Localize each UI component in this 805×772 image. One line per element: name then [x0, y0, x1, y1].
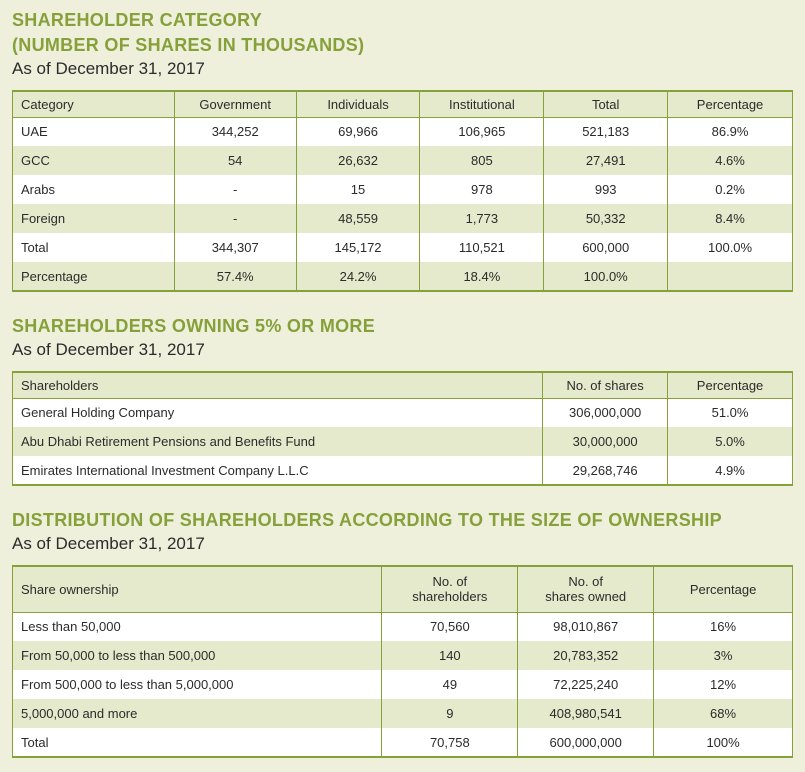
column-header: No. of shareholders	[382, 566, 518, 612]
table-cell: 27,491	[544, 146, 668, 175]
table-cell: 20,783,352	[518, 641, 654, 670]
column-header: Total	[544, 91, 668, 117]
row-label: Abu Dhabi Retirement Pensions and Benefits Fund	[13, 427, 543, 456]
table-cell: 4.9%	[668, 456, 793, 485]
table-cell: 600,000	[544, 233, 668, 262]
column-header: Share ownership	[13, 566, 382, 612]
table-cell: 86.9%	[668, 117, 793, 146]
row-label: Total	[13, 233, 175, 262]
table-cell: 344,307	[174, 233, 296, 262]
table-cell: 57.4%	[174, 262, 296, 291]
table-cell: 68%	[654, 699, 793, 728]
row-label: Total	[13, 728, 382, 757]
table-row	[13, 175, 793, 204]
column-header: No. of shares owned	[518, 566, 654, 612]
table-cell: 72,225,240	[518, 670, 654, 699]
table-cell: 12%	[654, 670, 793, 699]
table-row	[13, 398, 793, 427]
table-cell: 70,560	[382, 612, 518, 641]
section-subtitle: As of December 31, 2017	[12, 59, 205, 78]
table-header-row	[13, 372, 793, 398]
table-cell: 30,000,000	[543, 427, 668, 456]
row-label: From 500,000 to less than 5,000,000	[13, 670, 382, 699]
table-cell: 15	[296, 175, 420, 204]
shareholder-category-table	[12, 90, 793, 292]
column-header: Shareholders	[13, 372, 543, 398]
column-header: Individuals	[296, 91, 420, 117]
table-row	[13, 233, 793, 262]
table-cell: 3%	[654, 641, 793, 670]
table-cell: 110,521	[420, 233, 544, 262]
table-cell: 54	[174, 146, 296, 175]
table-row	[13, 117, 793, 146]
table-cell: 106,965	[420, 117, 544, 146]
table-cell: 100.0%	[544, 262, 668, 291]
table-row	[13, 699, 793, 728]
table-row	[13, 262, 793, 291]
row-label: Emirates International Investment Company L.L.C	[13, 456, 543, 485]
column-header: Institutional	[420, 91, 544, 117]
table-cell: -	[174, 175, 296, 204]
table-cell: 306,000,000	[543, 398, 668, 427]
row-label: From 50,000 to less than 500,000	[13, 641, 382, 670]
table-cell: 600,000,000	[518, 728, 654, 757]
table-cell: 9	[382, 699, 518, 728]
table-cell: 805	[420, 146, 544, 175]
table-cell: 8.4%	[668, 204, 793, 233]
row-label: Less than 50,000	[13, 612, 382, 641]
table-cell: 18.4%	[420, 262, 544, 291]
table-header-row	[13, 91, 793, 117]
row-label: 5,000,000 and more	[13, 699, 382, 728]
table-cell: 978	[420, 175, 544, 204]
table-cell: 29,268,746	[543, 456, 668, 485]
section-subtitle: As of December 31, 2017	[12, 340, 205, 359]
table-cell: 70,758	[382, 728, 518, 757]
column-header: Government	[174, 91, 296, 117]
table-cell	[668, 262, 793, 291]
table-cell: 140	[382, 641, 518, 670]
table-cell: 4.6%	[668, 146, 793, 175]
table-cell: 26,632	[296, 146, 420, 175]
table-cell: 0.2%	[668, 175, 793, 204]
table-cell: 51.0%	[668, 398, 793, 427]
shareholder-category-section	[12, 7, 793, 292]
table-cell: 145,172	[296, 233, 420, 262]
section-subtitle: As of December 31, 2017	[12, 534, 205, 553]
section-title-line2: (NUMBER OF SHARES IN THOUSANDS)	[12, 35, 365, 55]
table-row	[13, 670, 793, 699]
column-header: Percentage	[668, 372, 793, 398]
table-cell: 98,010,867	[518, 612, 654, 641]
major-shareholders-section	[12, 313, 793, 486]
row-label: General Holding Company	[13, 398, 543, 427]
table-cell: 1,773	[420, 204, 544, 233]
table-cell: 993	[544, 175, 668, 204]
column-header: Percentage	[654, 566, 793, 612]
table-header-row	[13, 566, 793, 612]
section-title: DISTRIBUTION OF SHAREHOLDERS ACCORDING TO THE SIZE OF OWNERSHIP	[12, 510, 722, 530]
table-row	[13, 728, 793, 757]
table-row	[13, 146, 793, 175]
table-cell: 69,966	[296, 117, 420, 146]
table-cell: 100%	[654, 728, 793, 757]
table-cell: 24.2%	[296, 262, 420, 291]
table-cell: 49	[382, 670, 518, 699]
table-cell: 100.0%	[668, 233, 793, 262]
table-cell: 50,332	[544, 204, 668, 233]
row-label: Arabs	[13, 175, 175, 204]
table-cell: -	[174, 204, 296, 233]
table-row	[13, 641, 793, 670]
table-cell: 344,252	[174, 117, 296, 146]
table-cell: 5.0%	[668, 427, 793, 456]
table-row	[13, 427, 793, 456]
row-label: Percentage	[13, 262, 175, 291]
table-row	[13, 204, 793, 233]
ownership-distribution-section	[12, 507, 793, 758]
major-shareholders-table	[12, 371, 793, 486]
table-row	[13, 456, 793, 485]
row-label: Foreign	[13, 204, 175, 233]
table-cell: 408,980,541	[518, 699, 654, 728]
section-title: SHAREHOLDERS OWNING 5% OR MORE	[12, 316, 376, 336]
column-header: Percentage	[668, 91, 793, 117]
table-cell: 48,559	[296, 204, 420, 233]
row-label: GCC	[13, 146, 175, 175]
section-title: SHAREHOLDER CATEGORY	[12, 10, 263, 30]
table-cell: 521,183	[544, 117, 668, 146]
column-header: Category	[13, 91, 175, 117]
row-label: UAE	[13, 117, 175, 146]
ownership-distribution-table	[12, 565, 793, 758]
table-cell: 16%	[654, 612, 793, 641]
table-row	[13, 612, 793, 641]
column-header: No. of shares	[543, 372, 668, 398]
